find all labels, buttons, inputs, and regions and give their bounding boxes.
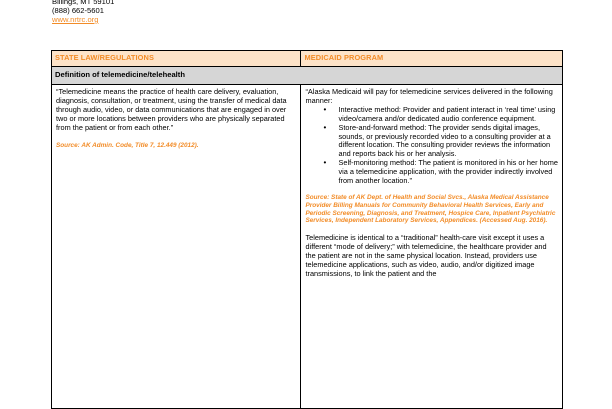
list-item: • Self-monitoring method: The patient is monitored in his or her home via a telemedicine application, with the provider indirectly involved from another location.” <box>338 159 558 186</box>
city-state-zip: Billings, MT 59101 <box>52 0 115 6</box>
column-header-medicaid: MEDICAID PROGRAM <box>301 51 563 67</box>
list-item: • Store-and-forward method: The provider sends digital images, sounds, or previously recorded video to a consulting provider at a different location. The consulting provider reviews the information and reports back his or her analysis. <box>338 124 558 160</box>
section-row <box>52 67 563 85</box>
content-row <box>52 85 563 409</box>
organization-contact-block <box>52 0 252 24</box>
phone-number: (888) 662-5601 <box>52 6 104 15</box>
section-title: Definition of telemedicine/telehealth <box>52 67 563 85</box>
state-law-source: Source: AK Admin. Code, Title 7, 12.449 (2012). <box>56 141 199 149</box>
medicaid-cell <box>301 85 563 409</box>
medicaid-intro: “Alaska Medicaid will pay for telemedicine services delivered in the following manner: <box>305 87 553 105</box>
list-item: • Interactive method: Provider and patient interact in ‘real time’ using video/camera and/or dedicated audio conference equipment. <box>338 106 558 124</box>
telemedicine-definition: “Telemedicine means the practice of health care delivery, evaluation, diagnosis, consultation, or treatment, using the transfer of medical data through audio, video, or data communications that are engaged in over two or more locations between providers who are physically separated from the patient or from each other.” <box>56 87 287 132</box>
medicaid-source: Source: State of AK Dept. of Health and Social Svcs., Alaska Medical Assistance Provider Billing Manuals for Community Behavioral Health Services, Early and Periodic Screening, Diagnosis, and Treatment, Hospice Care, Inpatient Psychiatric Services, Independent Laboratory Services, Appendices. (Accessed Aug. 2016). <box>305 193 556 225</box>
telehealth-policy-table <box>51 50 563 409</box>
telemedicine-explanation: Telemedicine is identical to a “traditional” health-care visit except it uses a different “mode of delivery;” with telemedicine, the healthcare provider and the patient are not in the same physical location. Instead, providers use telemedicine applications, such as video, audio, and/or digitized image transmissions, to link the patient and the <box>305 233 547 278</box>
column-header-state-law: STATE LAW/REGULATIONS <box>52 51 301 67</box>
state-law-cell <box>52 85 301 409</box>
column-header-row <box>52 51 563 67</box>
delivery-methods-list <box>305 106 558 186</box>
website-link[interactable]: www.nrtrc.org <box>52 15 99 24</box>
